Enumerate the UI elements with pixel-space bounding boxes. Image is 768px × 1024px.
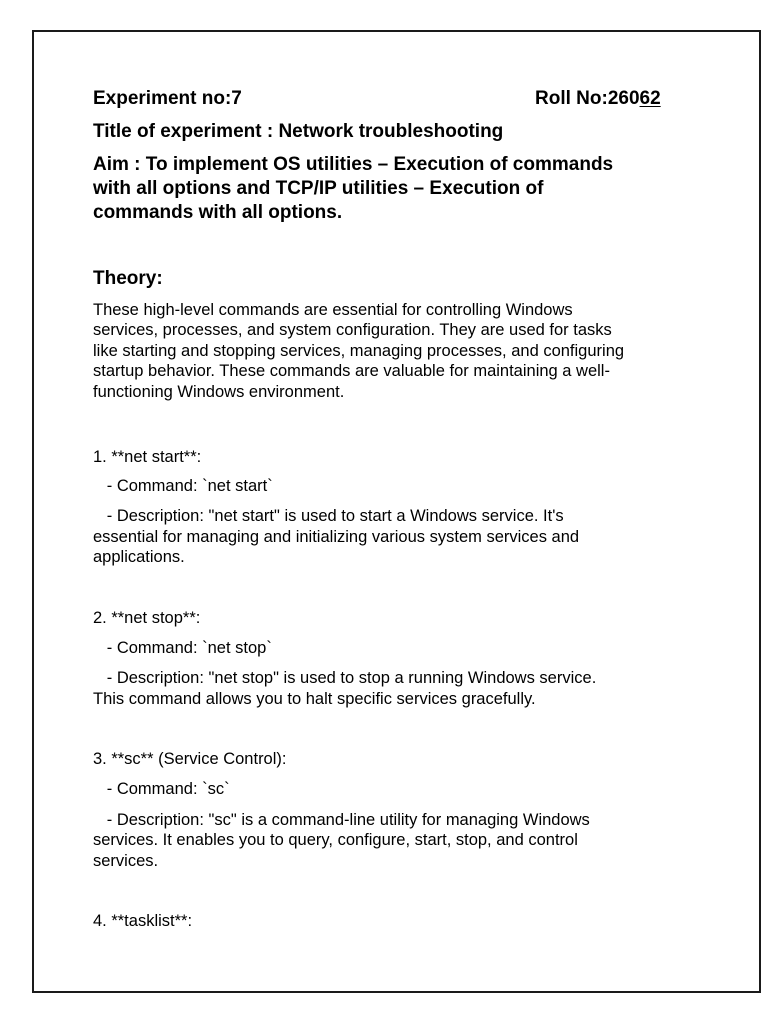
theory-line: services, processes, and system configuration. They are used for tasks <box>93 321 612 339</box>
list-item-description: - Description: "net stop" is used to stop a running Windows service. <box>93 669 597 687</box>
list-item-heading: 3. **sc** (Service Control): <box>93 750 287 768</box>
list-item-description: - Description: "sc" is a command-line utility for managing Windows <box>93 811 590 829</box>
theory-line: These high-level commands are essential for controlling Windows <box>93 301 573 319</box>
list-item-command: - Command: `net start` <box>93 477 273 495</box>
list-item-description: services. It enables you to query, configure, start, stop, and control <box>93 831 578 849</box>
list-item-heading: 4. **tasklist**: <box>93 912 193 930</box>
roll-number-underlined: 62 <box>639 88 661 109</box>
list-item-description: applications. <box>93 548 185 566</box>
list-item-command: - Command: `net stop` <box>93 639 272 657</box>
theory-heading: Theory: <box>93 268 163 289</box>
experiment-title: Title of experiment : Network troubleshooting <box>93 121 504 142</box>
aim-line: commands with all options. <box>93 202 343 223</box>
experiment-number: Experiment no:7 <box>93 88 242 109</box>
aim-line: with all options and TCP/IP utilities – Execution of <box>93 178 544 199</box>
list-item-description: services. <box>93 852 159 870</box>
theory-line: functioning Windows environment. <box>93 383 345 401</box>
list-item-command: - Command: `sc` <box>93 780 230 798</box>
list-item-description: This command allows you to halt specific services gracefully. <box>93 690 536 708</box>
list-item-description: essential for managing and initializing various system services and <box>93 528 580 546</box>
list-item-heading: 2. **net stop**: <box>93 609 201 627</box>
roll-number <box>535 88 661 110</box>
list-item-description: - Description: "net start" is used to start a Windows service. It's <box>93 507 564 525</box>
aim-line: Aim : To implement OS utilities – Execution of commands <box>93 154 614 175</box>
list-item-heading: 1. **net start**: <box>93 448 202 466</box>
theory-line: startup behavior. These commands are valuable for maintaining a well- <box>93 362 610 380</box>
roll-number-prefix: Roll No:260 <box>535 88 640 109</box>
theory-line: like starting and stopping services, managing processes, and configuring <box>93 342 625 360</box>
